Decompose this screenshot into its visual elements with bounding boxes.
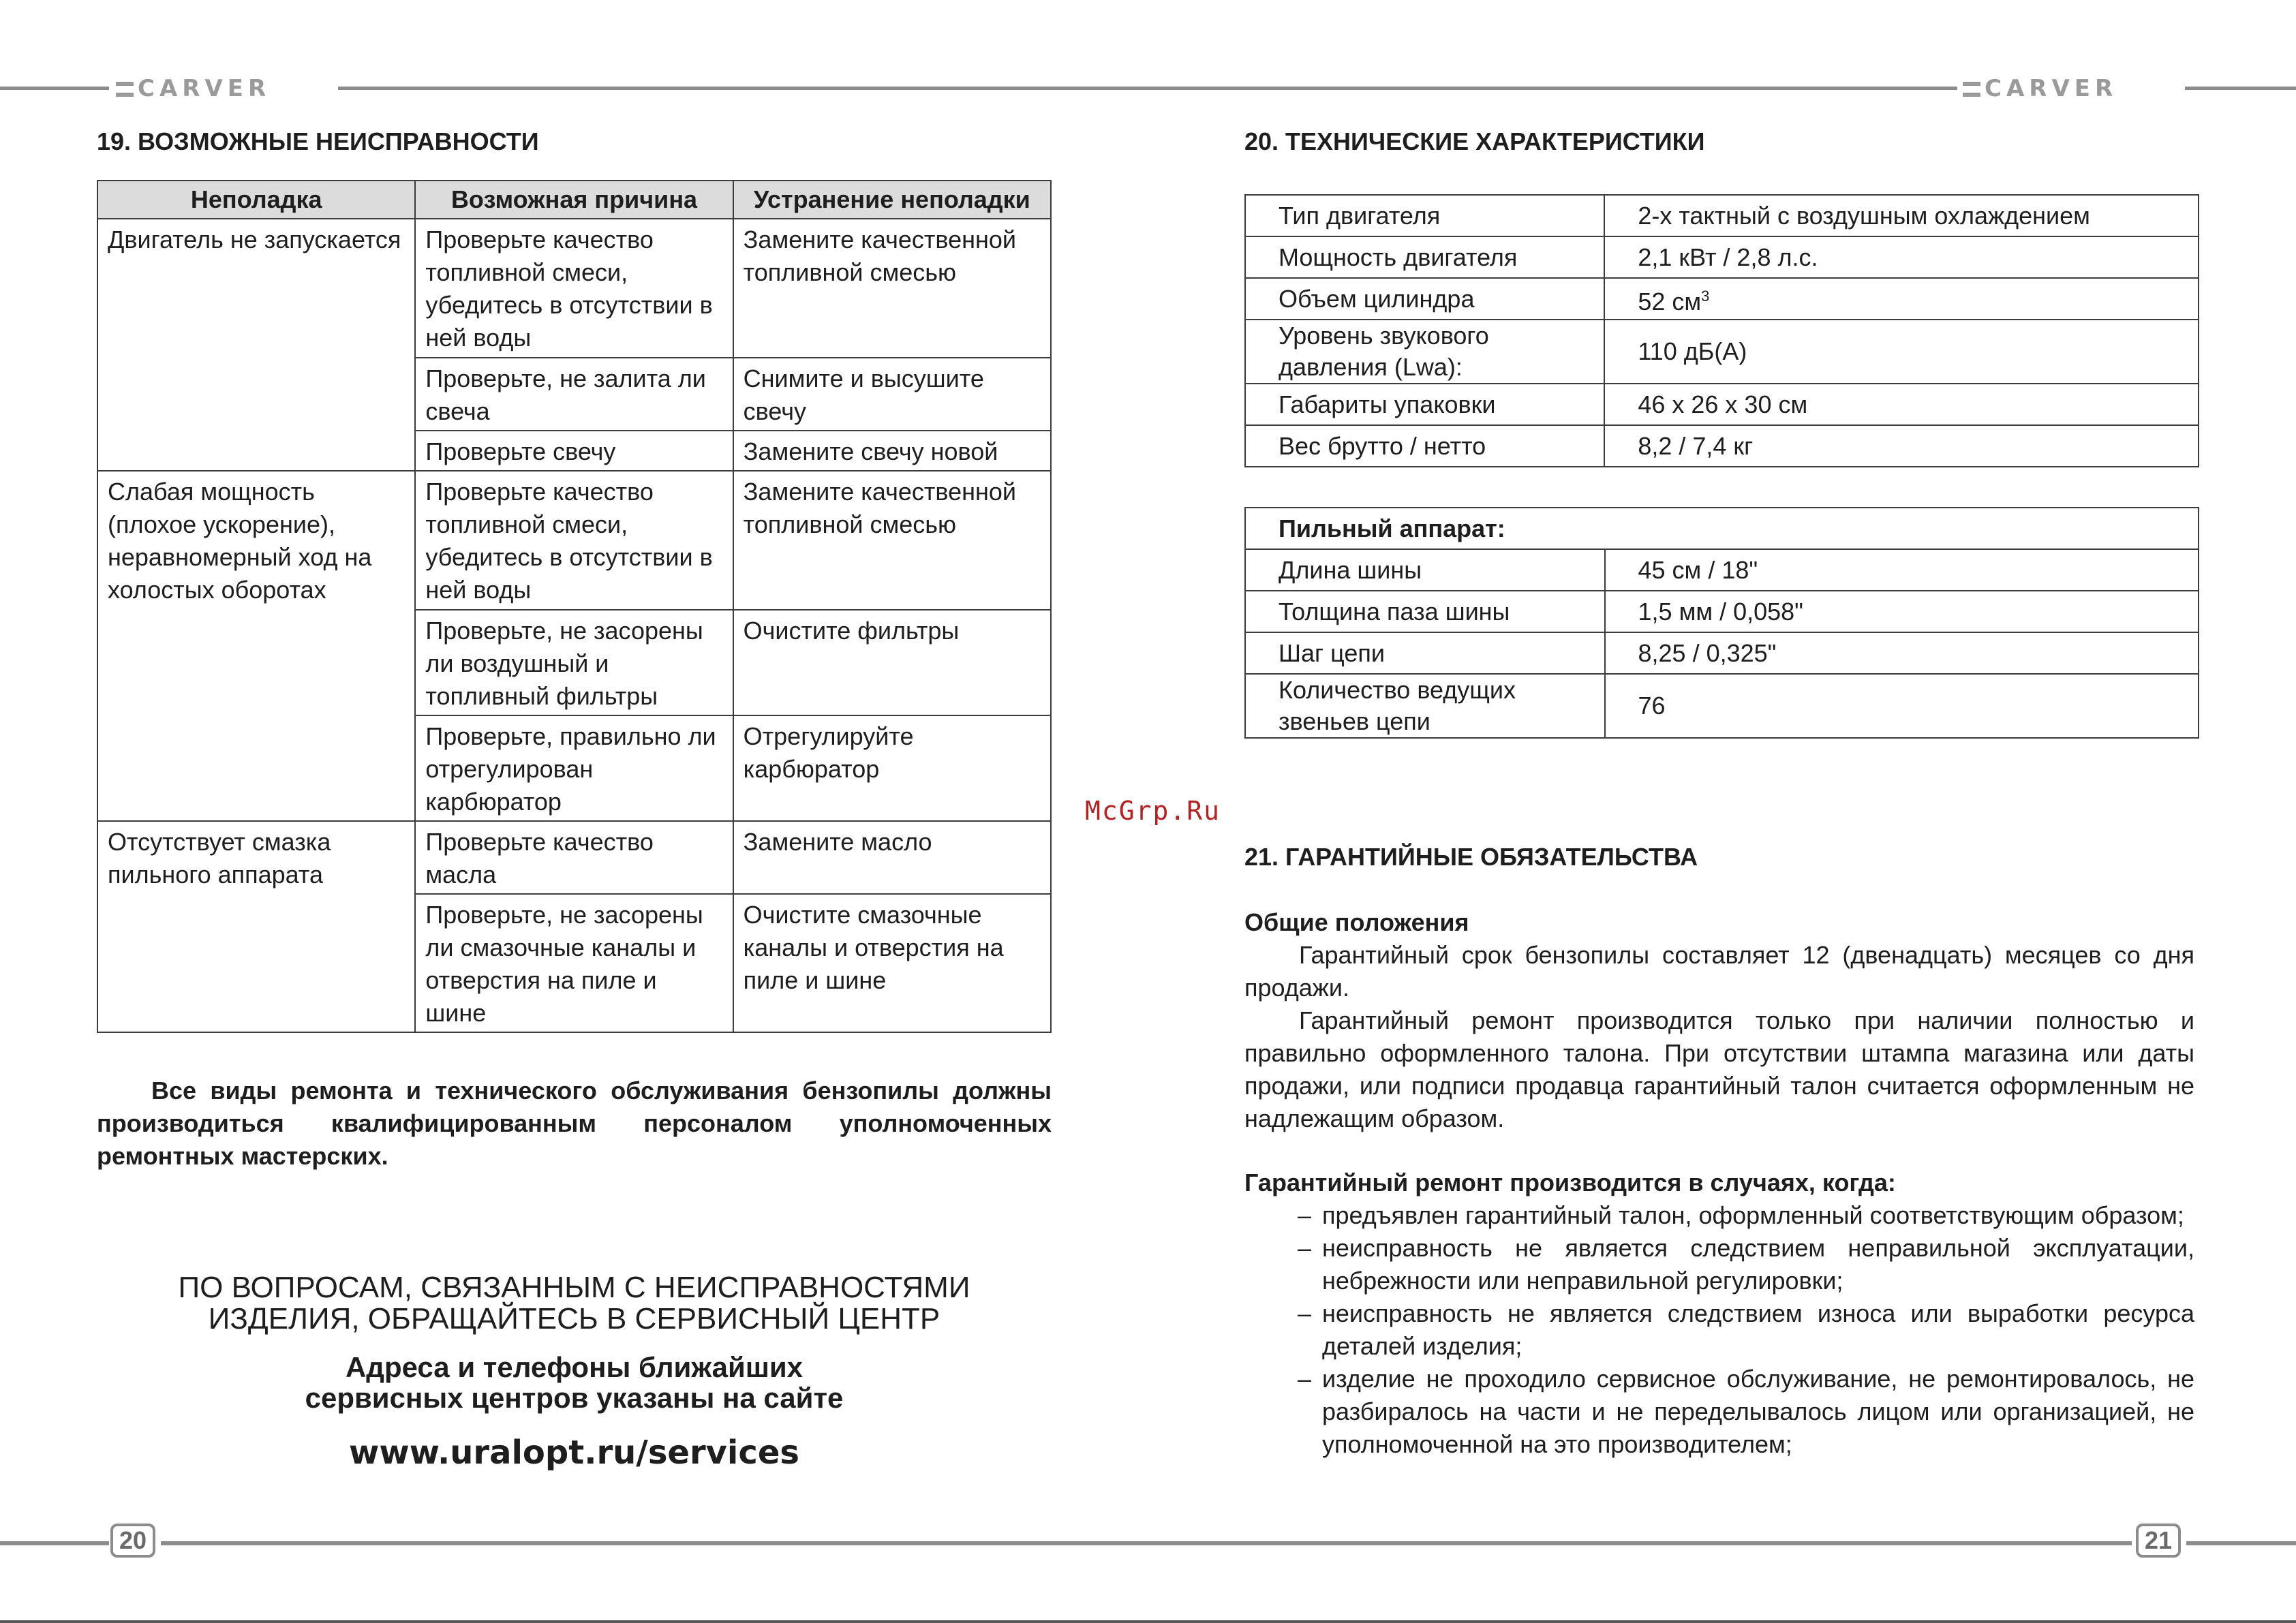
problem-cell: Отсутствует смазка пильного аппарата bbox=[97, 821, 415, 1032]
column-header-fix: Устранение неполадки bbox=[733, 181, 1051, 219]
warranty-paragraph-2: Гарантийный ремонт производится только при наличии полностью и правильно оформленного талона. При отсутствии штампа магазина или даты продажи, или подписи продавца гарантийный талон считается оформленным не надлежащим образом. bbox=[1244, 1006, 2194, 1132]
cause-cell: Проверьте качество топливной смеси, убедитесь в отсутствии в ней воды bbox=[415, 219, 733, 358]
spec-value: 46 x 26 x 30 см bbox=[1604, 384, 2199, 425]
brand-name-right: CARVER bbox=[1985, 75, 2118, 102]
spec-value: 110 дБ(А) bbox=[1604, 320, 2199, 384]
troubleshooting-title: 19. ВОЗМОЖНЫЕ НЕИСПРАВНОСТИ bbox=[97, 127, 539, 155]
table-row bbox=[97, 821, 1051, 894]
spec-value: 45 см / 18" bbox=[1605, 549, 2199, 591]
cause-cell: Проверьте свечу bbox=[415, 431, 733, 471]
table-row bbox=[97, 471, 1051, 610]
list-item bbox=[1298, 1199, 2194, 1232]
list-item bbox=[1298, 1363, 2194, 1461]
cause-cell: Проверьте качество топливной смеси, убедитесь в отсутствии в ней воды bbox=[415, 471, 733, 610]
bottom-edge-line bbox=[0, 1620, 2296, 1623]
list-item bbox=[1298, 1232, 2194, 1297]
spec-row bbox=[1245, 591, 2199, 632]
header-rule-left-b bbox=[338, 87, 1957, 90]
fix-cell: Замените качественной топливной смесью bbox=[733, 219, 1051, 358]
superscript: 3 bbox=[1701, 287, 1710, 305]
table-header-row bbox=[97, 181, 1051, 219]
list-item-text: неисправность не является следствием неправильной эксплуатации, небрежности или неправильной регулировки; bbox=[1322, 1234, 2194, 1295]
spec-label: Длина шины bbox=[1245, 549, 1605, 591]
spec-value-displacement bbox=[1604, 278, 2199, 320]
list-dash: – bbox=[1298, 1234, 1312, 1262]
brand-logo-left bbox=[116, 75, 271, 102]
list-item-text: предъявлен гарантийный талон, оформленный соответствующим образом; bbox=[1322, 1201, 2184, 1229]
cause-cell: Проверьте, не засорены ли воздушный и топливный фильтры bbox=[415, 610, 733, 715]
saw-specs-header: Пильный аппарат: bbox=[1245, 508, 2199, 549]
service-notice-line2: ИЗДЕЛИЯ, ОБРАЩАЙТЕСЬ В СЕРВИСНЫЙ ЦЕНТР bbox=[208, 1302, 940, 1335]
address-line1: Адреса и телефоны ближайших bbox=[345, 1351, 803, 1383]
warranty-cases-list bbox=[1298, 1199, 2194, 1461]
fix-cell: Замените свечу новой bbox=[733, 431, 1051, 471]
list-dash: – bbox=[1298, 1201, 1312, 1229]
spec-value: 8,25 / 0,325" bbox=[1605, 632, 2199, 674]
spec-row bbox=[1245, 425, 2199, 467]
page-number-left: 20 bbox=[110, 1524, 155, 1558]
cases-heading: Гарантийный ремонт производится в случаях, когда: bbox=[1244, 1169, 1896, 1196]
header-rule-right bbox=[2185, 87, 2296, 90]
spec-label: Шаг цепи bbox=[1245, 632, 1605, 674]
service-url-link[interactable]: www.uralopt.ru/services bbox=[349, 1434, 799, 1472]
column-header-cause: Возможная причина bbox=[415, 181, 733, 219]
carver-logo-icon bbox=[116, 82, 134, 97]
service-notice-line1: ПО ВОПРОСАМ, СВЯЗАННЫМ С НЕИСПРАВНОСТЯМИ bbox=[178, 1271, 970, 1304]
spec-row bbox=[1245, 384, 2199, 425]
column-header-problem: Неполадка bbox=[97, 181, 415, 219]
spec-label: Тип двигателя bbox=[1245, 195, 1604, 236]
cause-cell: Проверьте, не залита ли свеча bbox=[415, 358, 733, 431]
spec-label: Габариты упаковки bbox=[1245, 384, 1604, 425]
troubleshooting-table bbox=[97, 180, 1052, 1033]
spec-value: 2,1 кВт / 2,8 л.с. bbox=[1604, 236, 2199, 278]
cause-cell: Проверьте, правильно ли отрегулирован карбюратор bbox=[415, 715, 733, 821]
fix-cell: Отрегулируйте карбюратор bbox=[733, 715, 1051, 821]
fix-cell: Очистите смазочные каналы и отверстия на пиле и шине bbox=[733, 894, 1051, 1032]
engine-specs-table bbox=[1244, 194, 2199, 467]
spec-value: 1,5 мм / 0,058" bbox=[1605, 591, 2199, 632]
saw-specs-table bbox=[1244, 507, 2199, 739]
page-number-right: 21 bbox=[2136, 1524, 2181, 1558]
fix-cell: Замените масло bbox=[733, 821, 1051, 894]
spec-row bbox=[1245, 195, 2199, 236]
list-item-text: неисправность не является следствием износа или выработки ресурса деталей изделия; bbox=[1322, 1299, 2194, 1360]
repair-note: Все виды ремонта и технического обслуживания бензопилы должны производиться квалифицированным персоналом уполномоченных ремонтных мастерских. bbox=[97, 1077, 1052, 1170]
carver-logo-icon bbox=[1963, 82, 1980, 97]
warranty-paragraph-1: Гарантийный срок бензопилы составляет 12 (двенадцать) месяцев со дня продажи. bbox=[1244, 941, 2194, 1002]
problem-cell: Двигатель не запускается bbox=[97, 219, 415, 471]
spec-row bbox=[1245, 674, 2199, 738]
list-dash: – bbox=[1298, 1299, 1312, 1327]
spec-value: 2-х тактный с воздушным охлаждением bbox=[1604, 195, 2199, 236]
spec-row bbox=[1245, 236, 2199, 278]
spec-label: Вес брутто / нетто bbox=[1245, 425, 1604, 467]
brand-logo-right bbox=[1963, 75, 2117, 102]
header-rule-left-a bbox=[0, 87, 109, 90]
warranty-title: 21. ГАРАНТИЙНЫЕ ОБЯЗАТЕЛЬСТВА bbox=[1244, 843, 1698, 871]
spec-header-row bbox=[1245, 508, 2199, 549]
general-heading: Общие положения bbox=[1244, 908, 1469, 936]
footer-rule-middle bbox=[161, 1541, 2132, 1545]
cause-cell: Проверьте качество масла bbox=[415, 821, 733, 894]
cause-cell: Проверьте, не засорены ли смазочные каналы и отверстия на пиле и шине bbox=[415, 894, 733, 1032]
spec-row bbox=[1245, 320, 2199, 384]
spec-label: Мощность двигателя bbox=[1245, 236, 1604, 278]
spec-row bbox=[1245, 278, 2199, 320]
spec-value: 8,2 / 7,4 кг bbox=[1604, 425, 2199, 467]
spec-label: Количество ведущих звеньев цепи bbox=[1245, 674, 1605, 738]
fix-cell: Снимите и высушите свечу bbox=[733, 358, 1051, 431]
address-line2: сервисных центров указаны на сайте bbox=[305, 1382, 844, 1414]
spec-value: 52 см bbox=[1638, 287, 1702, 315]
spec-label: Объем цилиндра bbox=[1245, 278, 1604, 320]
spec-row bbox=[1245, 632, 2199, 674]
list-dash: – bbox=[1298, 1365, 1312, 1393]
footer-rule-left-a bbox=[0, 1541, 109, 1545]
list-item bbox=[1298, 1297, 2194, 1363]
spec-label: Толщина паза шины bbox=[1245, 591, 1605, 632]
watermark: McGrp.Ru bbox=[1085, 796, 1221, 826]
spec-value: 76 bbox=[1605, 674, 2199, 738]
specs-title: 20. ТЕХНИЧЕСКИЕ ХАРАКТЕРИСТИКИ bbox=[1244, 127, 1705, 155]
spec-label: Уровень звукового давления (Lwa): bbox=[1245, 320, 1604, 384]
spec-row bbox=[1245, 549, 2199, 591]
footer-rule-right bbox=[2186, 1541, 2296, 1545]
list-item-text: изделие не проходило сервисное обслуживание, не ремонтировалось, не разбиралось на части и не переделывалось лицом или организацией, не уполномоченной на это производителем; bbox=[1322, 1365, 2194, 1458]
table-row bbox=[97, 219, 1051, 358]
brand-name-left: CARVER bbox=[138, 75, 271, 102]
problem-cell: Слабая мощность (плохое ускорение), неравномерный ход на холостых оборотах bbox=[97, 471, 415, 821]
fix-cell: Очистите фильтры bbox=[733, 610, 1051, 715]
fix-cell: Замените качественной топливной смесью bbox=[733, 471, 1051, 610]
